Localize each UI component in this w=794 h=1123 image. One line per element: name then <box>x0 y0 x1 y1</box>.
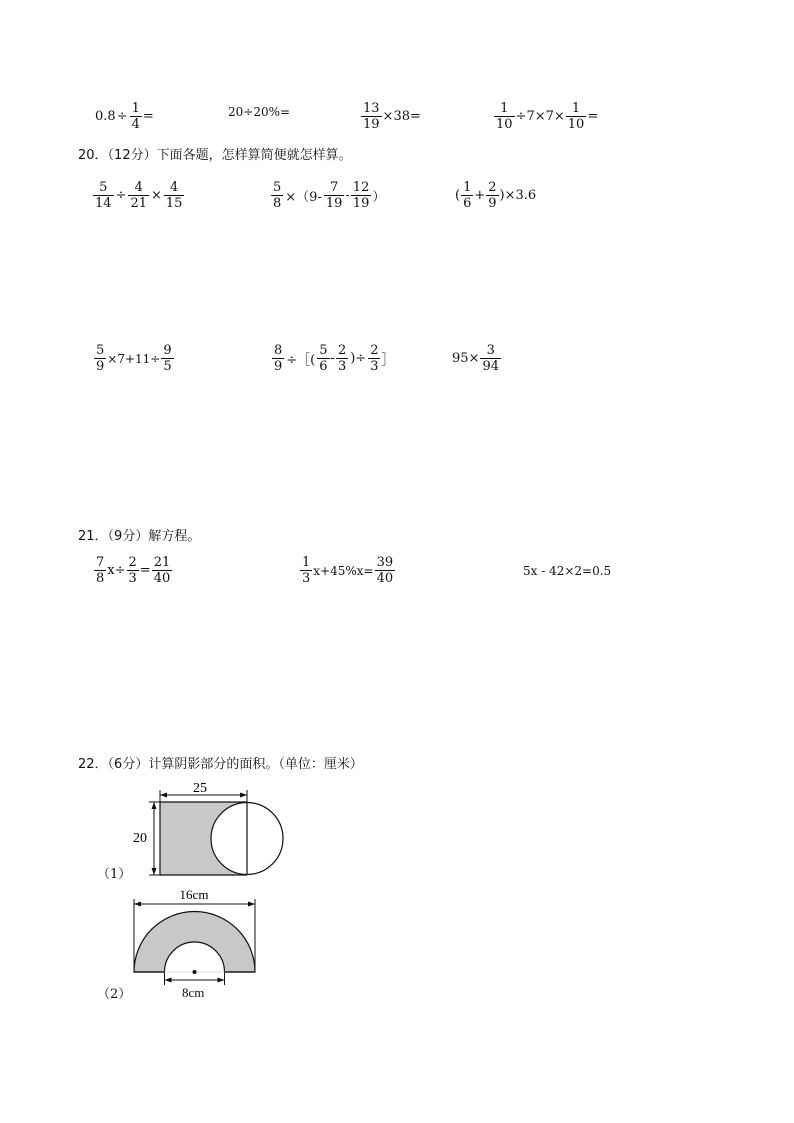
operator: × <box>151 188 162 203</box>
fraction: $\frac{21}{40}$ <box>153 555 171 586</box>
figure-1-label: （1） <box>97 867 132 882</box>
expr-q20-3 <box>455 180 536 211</box>
inner-width-label: 8cm <box>182 985 205 1000</box>
arrow-right-icon <box>248 902 255 907</box>
arrow-right-icon <box>218 978 225 983</box>
operator: ÷ <box>115 188 127 203</box>
expr-q19-3 <box>360 101 421 132</box>
fraction: $\frac{5}{8}$ <box>273 180 282 211</box>
expr-q20-2 <box>270 180 385 211</box>
fraction: $\frac{5}{9}$ <box>96 343 105 374</box>
operator: - <box>330 351 335 366</box>
operator: + <box>474 188 486 203</box>
fraction: $\frac{1}{10}$ <box>567 101 585 132</box>
expr-q19-2: 20÷20%= <box>228 105 291 119</box>
expr-q19-4 <box>493 101 598 132</box>
expr-q20-6 <box>452 343 502 374</box>
expr-text: )×3.6 <box>499 188 537 203</box>
operator: ×（9- <box>285 190 322 205</box>
operator: - <box>345 188 350 203</box>
expr-q20-5 <box>271 343 394 374</box>
divide-sign: ÷ <box>116 109 128 124</box>
q20-heading: 20．（12分）下面各题，怎样算简便就怎样算。 <box>78 148 352 163</box>
center-dot <box>193 970 197 974</box>
q21-heading: 21．（9分）解方程。 <box>78 529 201 544</box>
fraction: $\frac{9}{5}$ <box>163 343 172 374</box>
fraction: $\frac{2}{9}$ <box>488 180 497 211</box>
expr-text: 0.8 <box>95 109 116 124</box>
equals-sign: = <box>142 109 154 124</box>
q22-heading: 22．（6分）计算阴影部分的面积。（单位：厘米） <box>78 757 363 772</box>
fraction: $\frac{13}{19}$ <box>363 101 380 132</box>
expr-q20-4 <box>93 343 175 374</box>
close-paren: ） <box>372 190 386 205</box>
arrow-right-icon <box>240 793 247 798</box>
fraction: $\frac{3}{94}$ <box>482 343 499 374</box>
expr-text: 95× <box>452 351 480 366</box>
expr-text: x÷ <box>107 563 126 578</box>
figure-2 <box>120 884 270 989</box>
fraction: $\frac{1}{3}$ <box>302 555 311 586</box>
outer-width-label: 16cm <box>179 887 209 902</box>
fraction: $\frac{1}{4}$ <box>131 101 140 132</box>
fraction: $\frac{5}{14}$ <box>95 180 112 211</box>
shaded-half-ring <box>134 912 255 972</box>
fraction: $\frac{12}{19}$ <box>352 180 370 211</box>
fraction: $\frac{5}{6}$ <box>319 343 328 374</box>
expr-text: ÷7×7× <box>515 109 565 124</box>
fraction: $\frac{2}{3}$ <box>370 343 379 374</box>
width-label: 25 <box>193 781 207 796</box>
fraction: $\frac{2}{3}$ <box>128 555 137 586</box>
equals-sign: = <box>139 563 151 578</box>
expr-q21-3: 5x - 42×2=0.5 <box>523 564 612 578</box>
fraction: $\frac{2}{3}$ <box>337 343 347 374</box>
fraction: $\frac{1}{6}$ <box>463 180 472 211</box>
fraction: $\frac{39}{40}$ <box>376 555 394 586</box>
open-paren: ( <box>455 188 461 203</box>
fraction: $\frac{8}{9}$ <box>274 343 283 374</box>
expr-text: ×7+11÷ <box>107 351 161 366</box>
arrow-up-icon <box>152 802 157 809</box>
operator: )÷ <box>350 351 367 366</box>
arrow-left-icon <box>134 902 141 907</box>
close-bracket: ］ <box>381 353 395 368</box>
arrow-down-icon <box>152 868 157 875</box>
arrow-left-icon <box>160 793 167 798</box>
expr-text: x+45%x= <box>313 563 374 578</box>
expr-q21-2 <box>299 555 396 586</box>
figure-1 <box>120 778 300 878</box>
figure-2-label: （2） <box>97 987 132 1002</box>
equals-sign: = <box>587 109 599 124</box>
fraction: $\frac{1}{10}$ <box>496 101 513 132</box>
expr-text: ×38= <box>382 109 421 124</box>
operator: ÷［( <box>286 353 316 368</box>
arrow-left-icon <box>165 978 172 983</box>
expr-q19-1 <box>95 101 154 132</box>
expr-q20-1 <box>92 180 185 211</box>
fraction: $\frac{7}{8}$ <box>96 555 105 586</box>
fraction: $\frac{4}{15}$ <box>165 180 183 211</box>
expr-q21-1 <box>93 555 173 586</box>
fraction: $\frac{4}{21}$ <box>130 180 147 211</box>
fraction: $\frac{7}{19}$ <box>325 180 343 211</box>
height-label: 20 <box>133 831 147 846</box>
